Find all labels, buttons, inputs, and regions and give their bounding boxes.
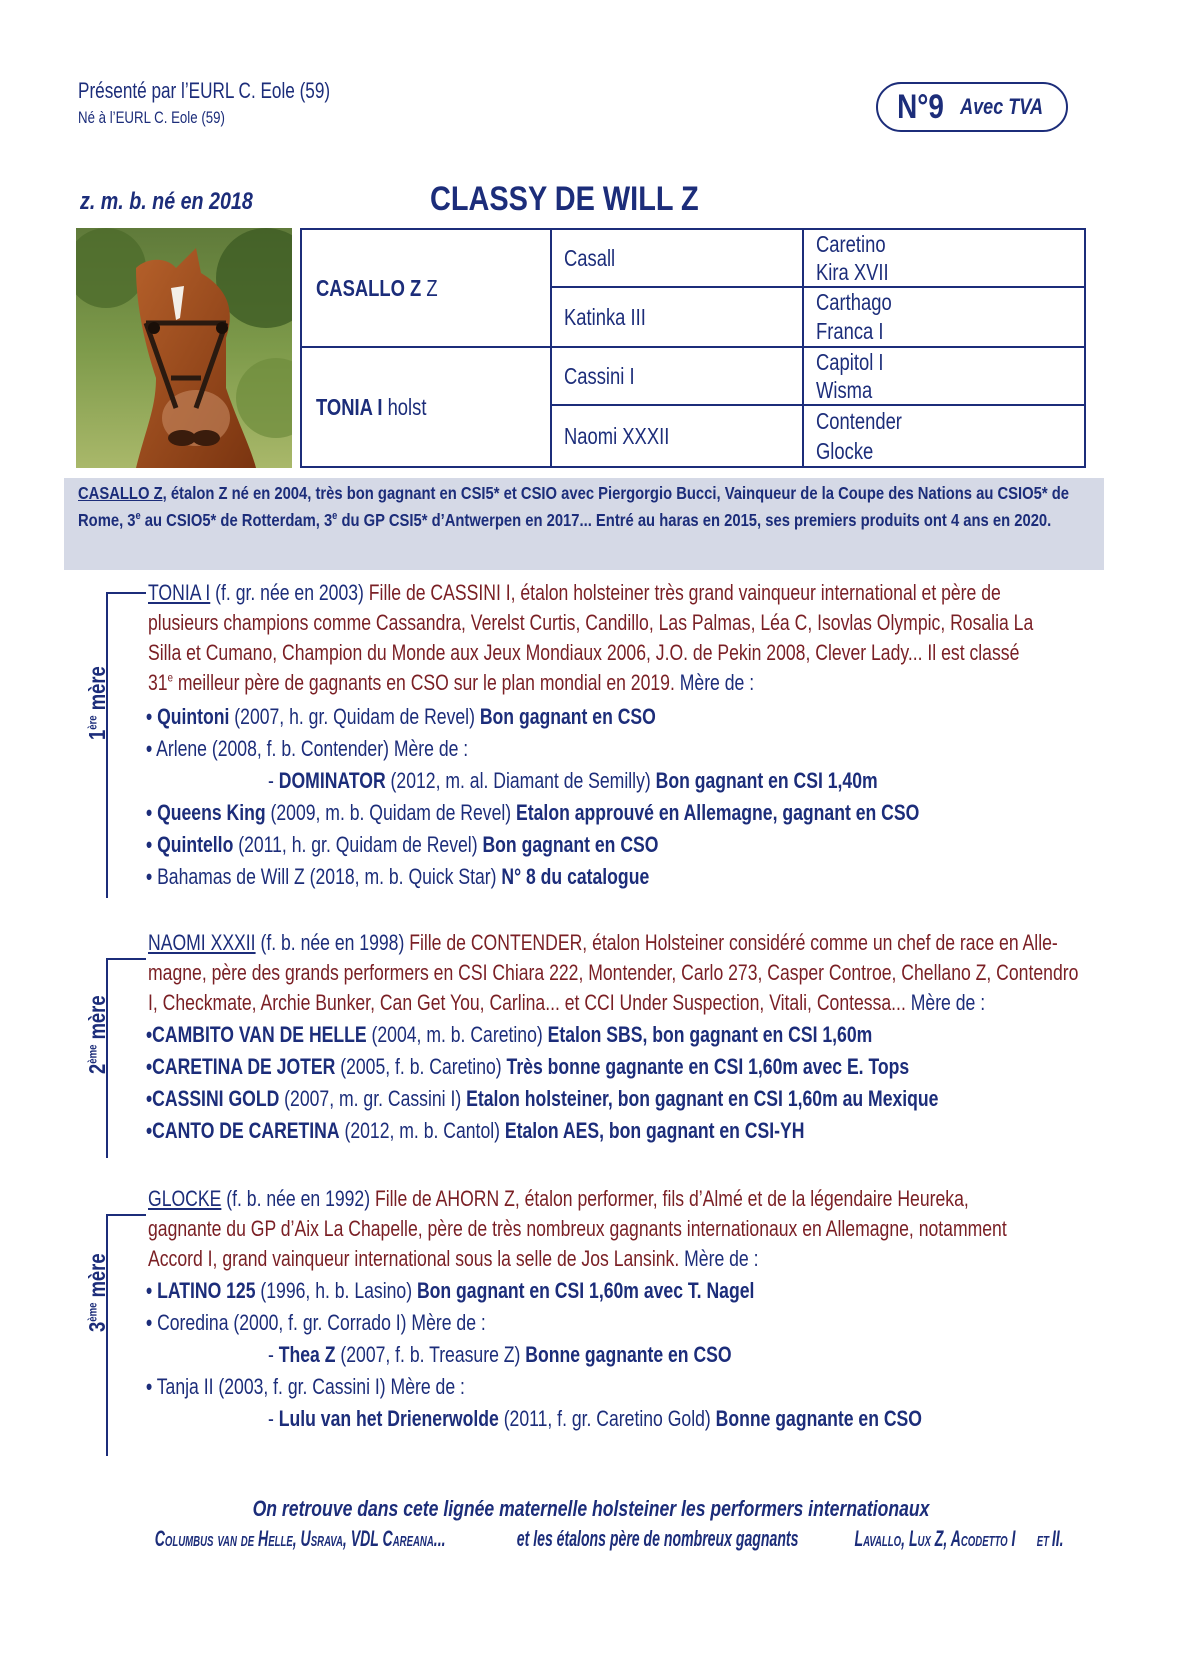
presenter-line: Présenté par l’EURL C. Eole (59) xyxy=(78,78,331,103)
mere1-progeny-2: • Arlene (2008, f. b. Contender) Mère de : xyxy=(146,736,469,761)
born-line: Né à l’EURL C. Eole (59) xyxy=(78,108,225,127)
mere1-line4: 31e meilleur père de gagnants en CSO sur le plan mondial en 2019. Mère de : xyxy=(148,670,755,695)
pedigree-ggp-4: Franca I xyxy=(816,318,884,344)
mere1-progeny-3: - DOMINATOR (2012, m. al. Diamant de Semilly) Bon gagnant en CSI 1,40m xyxy=(268,768,878,793)
mere3-progeny-5: - Lulu van het Drienerwolde (2011, f. gr. Caretino Gold) Bonne gagnante en CSO xyxy=(268,1406,922,1431)
mere3-label: 3ème mère xyxy=(84,1253,110,1332)
pedigree-table xyxy=(300,228,1086,468)
lot-badge xyxy=(876,82,1068,132)
mere3-progeny-3: - Thea Z (2007, f. b. Treasure Z) Bonne gagnante en CSO xyxy=(268,1342,732,1367)
mere1-line1: TONIA I (f. gr. née en 2003) Fille de CASSINI I, étalon holsteiner très grand vainqueur international et père de xyxy=(148,580,1001,605)
horse-photo-image xyxy=(76,228,292,468)
pedigree-sire: CASALLO Z Z xyxy=(316,274,438,301)
pedigree-sire-dam: Katinka III xyxy=(564,303,646,330)
birth-info: z. m. b. né en 2018 xyxy=(80,188,253,215)
mere2-line2: magne, père des grands performers en CSI Chiara 222, Montender, Carlo 273, Casper Controe, Chellano Z, Contendro xyxy=(148,960,1079,985)
mere1-label: 1ère mère xyxy=(84,666,110,740)
lot-number: N°9 xyxy=(897,87,944,126)
mere1-line3: Silla et Cumano, Champion du Monde aux Jeux Mondiaux 2006, J.O. de Pekin 2008, Clever Lady... Il est classé xyxy=(148,640,1020,665)
lot-vat: Avec TVA xyxy=(960,94,1043,119)
mere1-progeny-6: • Bahamas de Will Z (2018, m. b. Quick Star) N° 8 du catalogue xyxy=(146,864,650,889)
mere2-progeny-2: •CARETINA DE JOTER (2005, f. b. Caretino) Très bonne gagnante en CSI 1,60m avec E. Tops xyxy=(146,1054,910,1079)
pedigree-ggp-7: Contender xyxy=(816,407,902,434)
horse-photo xyxy=(76,228,292,468)
mere1-line2: plusieurs champions comme Cassandra, Verelst Curtis, Candillo, Las Palmas, Léa C, Isovlas Olympic, Rosalia La xyxy=(148,610,1034,635)
pedigree-ggp-2: Kira XVII xyxy=(816,258,889,285)
mere2-progeny-1: •CAMBITO VAN DE HELLE (2004, m. b. Caretino) Etalon SBS, bon gagnant en CSI 1,60m xyxy=(146,1022,873,1047)
mere3-line1: GLOCKE (f. b. née en 1992) Fille de AHORN Z, étalon performer, fils d’Almé et de la légendaire Heureka, xyxy=(148,1186,969,1211)
mere2-progeny-3: •CASSINI GOLD (2007, m. gr. Cassini I) Etalon holsteiner, bon gagnant en CSI 1,60m au Mexique xyxy=(146,1086,939,1111)
mere2-line1: NAOMI XXXII (f. b. née en 1998) Fille de CONTENDER, étalon Holsteiner considéré comme un chef de race en Alle- xyxy=(148,930,1058,955)
pedigree-sire-sire: Casall xyxy=(564,244,616,271)
pedigree-dam-sire: Cassini I xyxy=(564,362,635,389)
mere3-progeny-4: • Tanja II (2003, f. gr. Cassini I) Mère de : xyxy=(146,1374,465,1399)
mere2-line3: I, Checkmate, Archie Bunker, Can Get You, Carlina... et CCI Under Suspection, Vitali, Contessa... Mère de : xyxy=(148,990,986,1015)
pedigree-ggp-5: Capitol I xyxy=(816,348,884,375)
pedigree-ggp-6: Wisma xyxy=(816,376,873,403)
mere3-line2: gagnante du GP d’Aix La Chapelle, père de très nombreux gagnants internationaux en Allemagne, notamment xyxy=(148,1216,1007,1241)
pedigree-dam-dam: Naomi XXXII xyxy=(564,422,670,449)
mere1-progeny-1: • Quintoni (2007, h. gr. Quidam de Revel) Bon gagnant en CSO xyxy=(146,704,656,729)
mere2-label: 2ème mère xyxy=(84,995,110,1074)
mere3-line3: Accord I, grand vainqueur international sous la selle de Jos Lansink. Mère de : xyxy=(148,1246,759,1271)
mere1-progeny-4: • Queens King (2009, m. b. Quidam de Revel) Etalon approuvé en Allemagne, gagnant en CSO xyxy=(146,800,920,825)
mere3-progeny-1: • LATINO 125 (1996, h. b. Lasino) Bon gagnant en CSI 1,60m avec T. Nagel xyxy=(146,1278,755,1303)
mere2-progeny-4: •CANTO DE CARETINA (2012, m. b. Cantol) Etalon AES, bon gagnant en CSI-YH xyxy=(146,1118,805,1143)
mere3-progeny-2: • Coredina (2000, f. gr. Corrado I) Mère de : xyxy=(146,1310,486,1335)
mere1-progeny-5: • Quintello (2011, h. gr. Quidam de Revel) Bon gagnant en CSO xyxy=(146,832,659,857)
sire-info-text: CASALLO Z, étalon Z né en 2004, très bon gagnant en CSI5* et CSIO avec Piergorgio Bucci, Vainqueur de la Coupe des Nations au CSIO5* de Rome, 3e au CSIO5* de Rotterdam, 3e du GP CSI5* d’Antwerpen en 2017... Entré au haras en 2015, ses premiers produits ont 4 ans en 2020. xyxy=(78,483,1070,530)
pedigree-ggp-3: Carthago xyxy=(816,289,892,315)
horse-name: CLASSY DE WILL Z xyxy=(430,180,699,218)
pedigree-dam: TONIA I holst xyxy=(316,393,427,420)
pedigree-ggp-8: Glocke xyxy=(816,437,874,464)
footer-line-1: On retrouve dans cete lignée maternelle holsteiner les performers internationaux xyxy=(252,1496,930,1521)
pedigree-ggp-1: Caretino xyxy=(816,230,886,257)
footer-line-2: Columbus van de Helle, Usrava, VDL Careana... et les étalons père de nombreux gagnants Lavallo, Lux Z, Acodetto IetII. xyxy=(154,1526,1064,1551)
